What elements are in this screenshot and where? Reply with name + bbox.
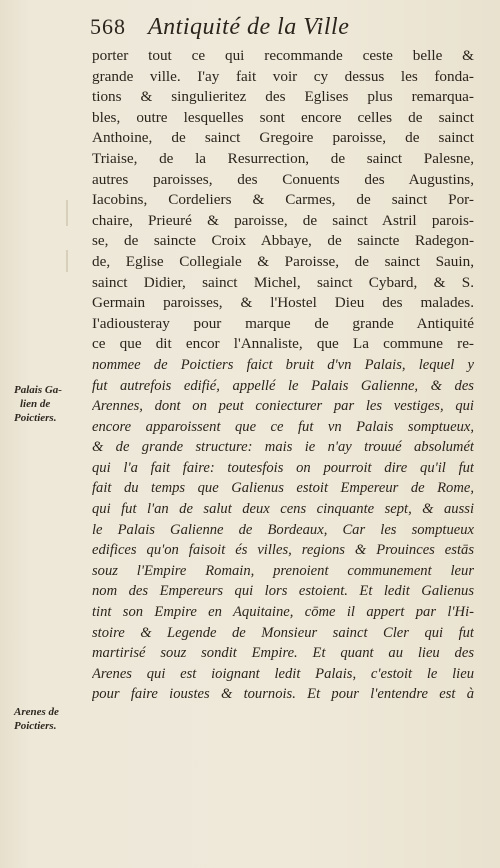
text-line: autres paroisses, des Conuents des Augustins, xyxy=(92,170,474,188)
margin-note-line: lien de xyxy=(20,398,51,410)
text-line: fut autrefois edifié, appellé le Palais Galienne, & des xyxy=(92,377,474,394)
text-line: grande ville. I'ay fait voir cy dessus les fonda- xyxy=(92,67,474,85)
text-line: encore apparoissent que ce fut vn Palais somptueux, xyxy=(92,418,474,435)
running-head: Antiquité de la Ville xyxy=(148,14,350,40)
text-line: chaire, Prieuré & paroisse, de sainct Astril parois- xyxy=(92,211,474,229)
margin-note-line: Palais Ga- xyxy=(14,384,62,396)
text-line: nom des Empereurs qui lors estoient. Et ledit Galienus xyxy=(92,583,474,600)
text-line: qui fut l'an de salut deux cens cinquante sept, & aussi xyxy=(92,501,474,518)
page-header xyxy=(88,14,488,44)
text-line: stoire & Legende de Monsieur sainct Cler qui fut xyxy=(92,624,474,641)
margin-note-arenes xyxy=(14,705,88,733)
paper-mark xyxy=(66,200,68,226)
margin-note-palais-galien xyxy=(14,383,88,425)
text-line: le Palais Galienne de Bordeaux, Car les somptueux xyxy=(92,521,474,538)
text-line: souz l'Empire Romain, prenoient communement leur xyxy=(92,562,474,579)
margin-note-line: Arenes de xyxy=(14,706,59,718)
page-number: 568 xyxy=(90,14,126,39)
text-line: tint son Empire en Aquitaine, cōme il appert par l'Hi- xyxy=(92,604,474,621)
text-line: edifices qu'on faisoit és villes, regions & Prouinces estās xyxy=(92,542,474,559)
text-line: Arennes, dont on peut coniecturer par les vestiges, qui xyxy=(92,398,474,415)
text-line: porter tout ce qui recommande ceste belle & xyxy=(92,47,474,64)
paper-mark xyxy=(66,250,68,272)
text-line: fait du temps que Galienus estoit Empereur de Rome, xyxy=(92,480,474,497)
text-line: Arenes qui est ioignant ledit Palais, c'estoit le lieu xyxy=(92,665,474,682)
text-line: Triaise, de la Resurrection, de sainct Palesne, xyxy=(92,149,474,167)
text-line: qui l'a fait faire: toutesfois on pourroit dire qu'il fut xyxy=(92,459,474,476)
margin-note-line: Poictiers. xyxy=(14,720,57,732)
text-line: & de grande structure: mais ie n'ay trouué absolumét xyxy=(92,439,474,456)
text-line: tions & singulieritez des Eglises plus remarqua- xyxy=(92,88,474,106)
text-line: de, Eglise Collegiale & Paroisse, de sainct Sauin, xyxy=(92,252,474,270)
text-line: sainct Didier, sainct Michel, sainct Cybard, & S. xyxy=(92,273,474,291)
text-line: nommee de Poictiers faict bruit d'vn Palais, lequel y xyxy=(92,356,474,373)
text-line: Anthoine, de sainct Gregoire paroisse, de sainct xyxy=(92,129,474,147)
text-line: se, de saincte Croix Abbaye, de saincte Radegon- xyxy=(92,232,474,250)
text-line: Germain paroisses, & l'Hostel Dieu des malades. xyxy=(92,294,474,312)
text-line: bles, outre lesquelles sont encore celles de sainct xyxy=(92,108,474,126)
body-text xyxy=(92,46,474,705)
text-line: I'adiousteray pour marque de grande Antiquité xyxy=(92,314,474,332)
text-line: ce que dit encor l'Annaliste, que La commune re- xyxy=(92,335,474,353)
text-line: pour faire ioustes & tournois. Et pour l'entendre est à xyxy=(92,686,474,703)
text-line: Iacobins, Cordeliers & Carmes, de sainct Por- xyxy=(92,191,474,209)
margin-note-line: Poictiers. xyxy=(14,412,57,424)
text-line: martirisé souz sondit Empire. Et quant au lieu des xyxy=(92,645,474,662)
